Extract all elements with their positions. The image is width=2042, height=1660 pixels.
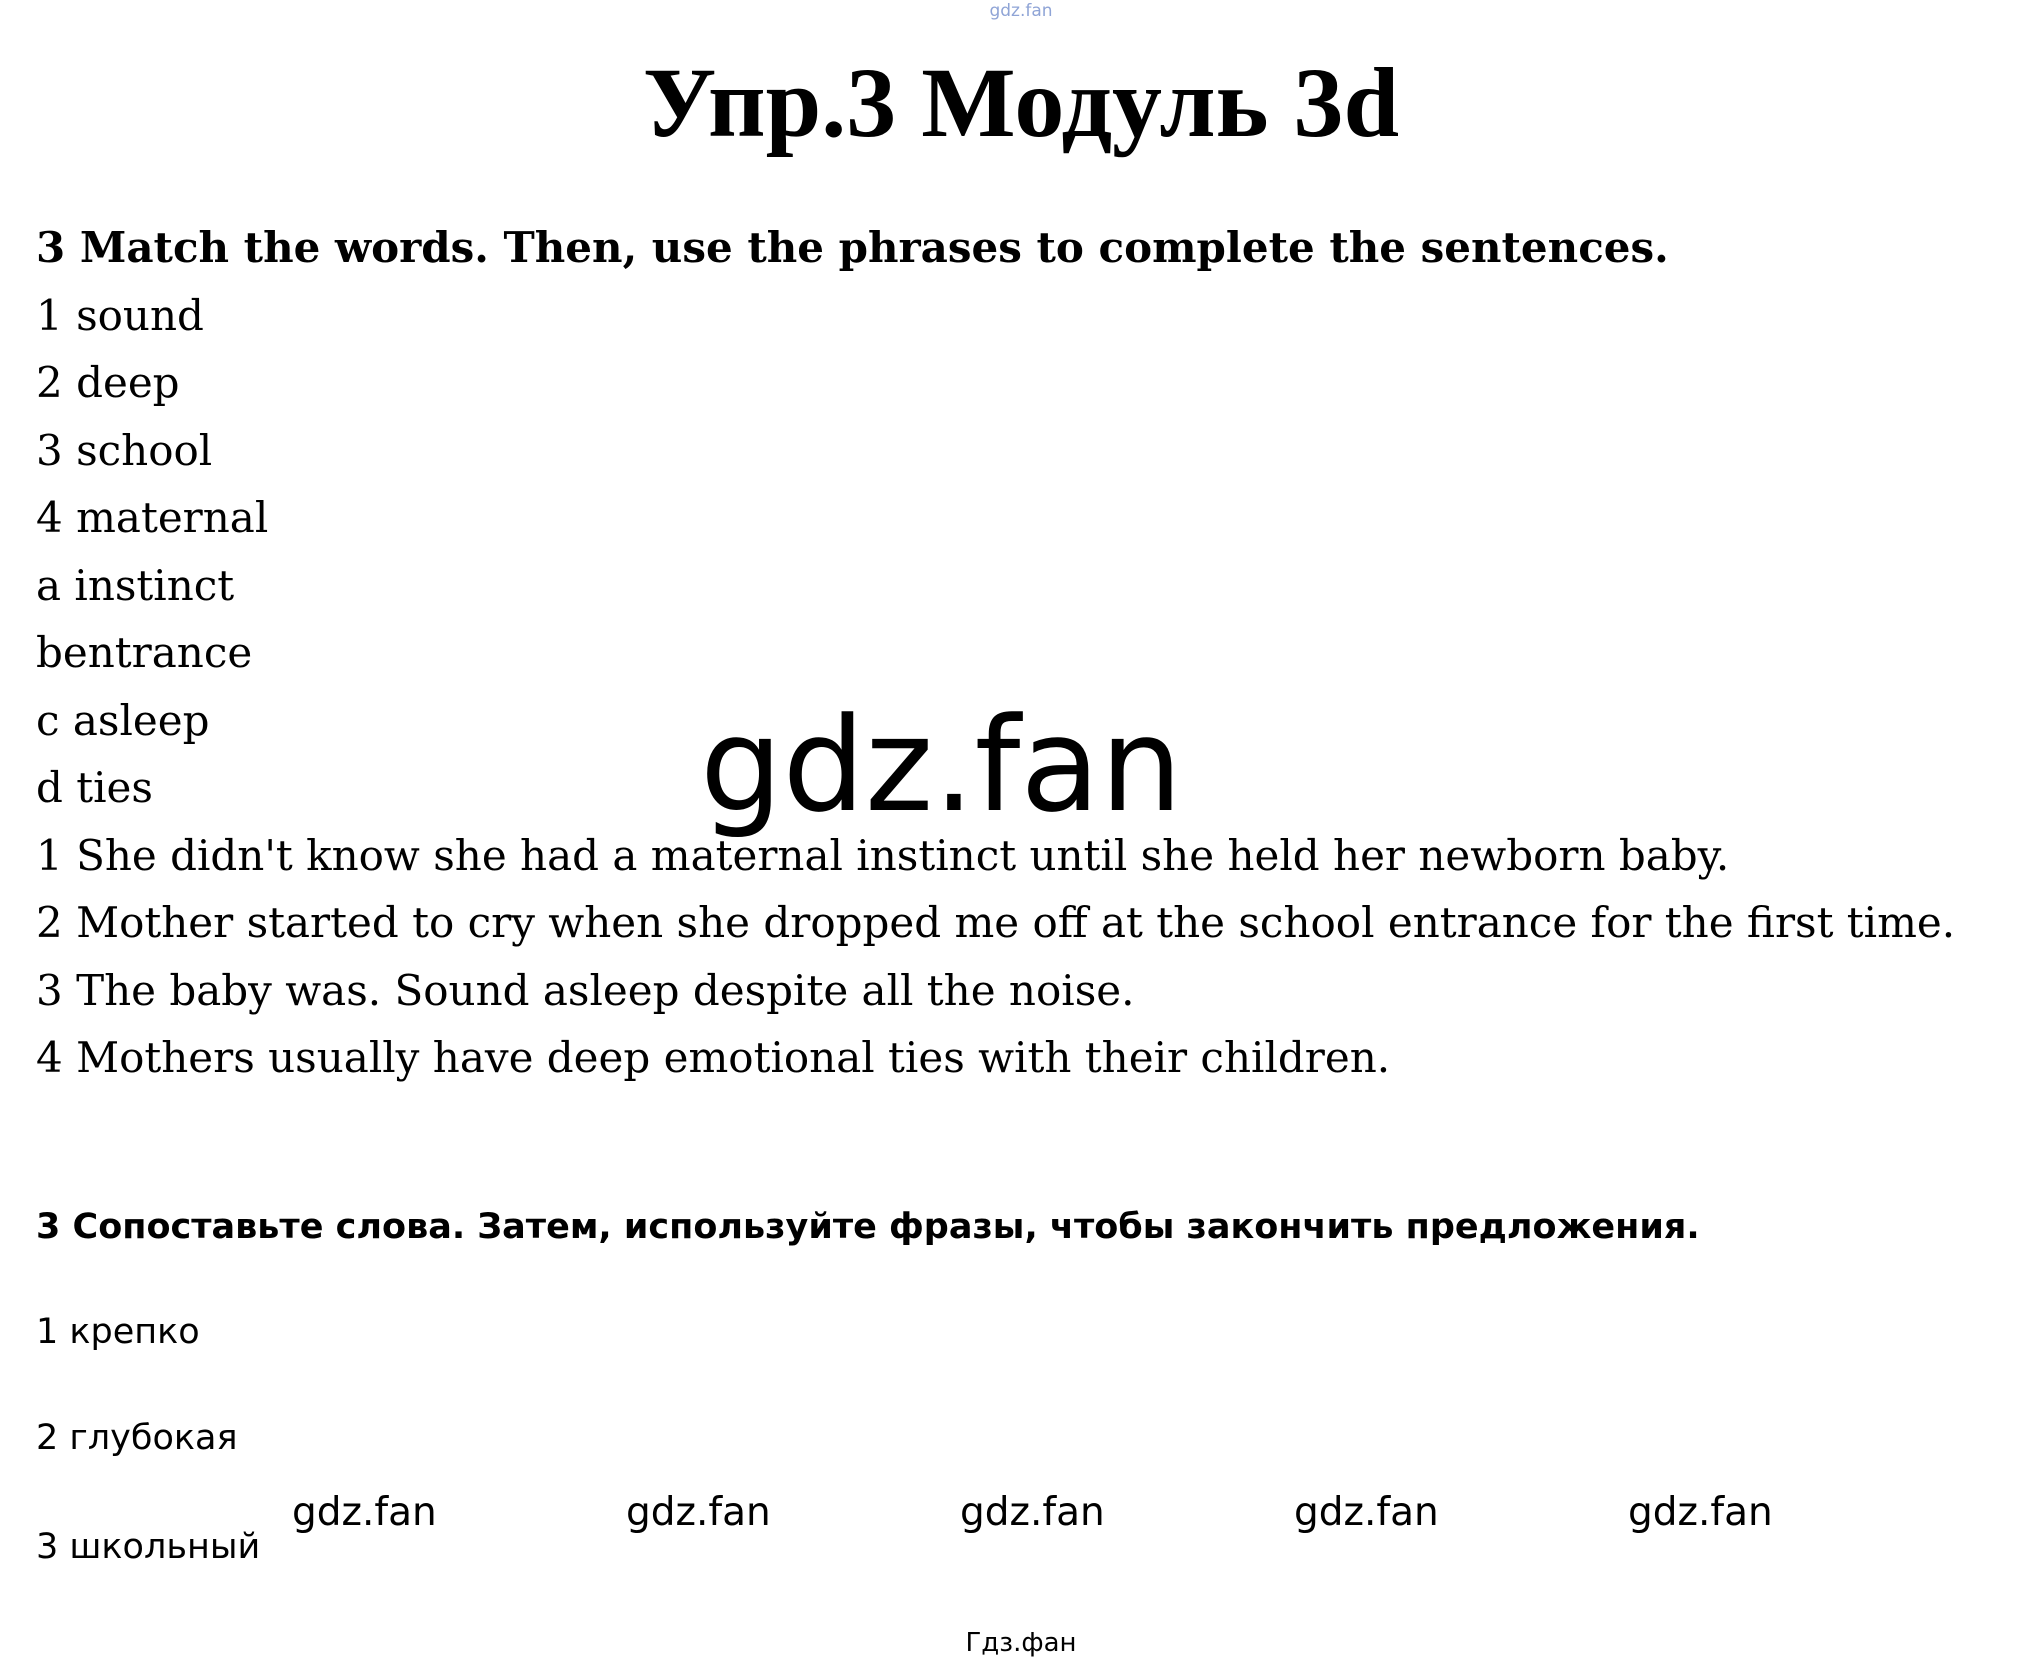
russian-word-item: 1 крепко: [36, 1312, 200, 1352]
russian-word-item: 3 школьный: [36, 1527, 261, 1567]
english-exercise: [36, 214, 1955, 1092]
row-watermark: gdz.fan: [1628, 1490, 1773, 1535]
row-watermark: gdz.fan: [1294, 1490, 1439, 1535]
russian-instruction: 3 Сопоставьте слова. Затем, используйте фразы, чтобы закончить предложения.: [36, 1207, 1700, 1247]
top-watermark: gdz.fan: [989, 1, 1053, 21]
row-watermark: gdz.fan: [626, 1490, 771, 1535]
ending-item: d ties: [36, 763, 153, 812]
sentence-item: 4 Mothers usually have deep emotional ties with their children.: [36, 1033, 1391, 1082]
ending-item: c asleep: [36, 695, 210, 745]
page-title: Упр.3 Модуль 3d: [642, 47, 1400, 158]
row-watermark: gdz.fan: [960, 1490, 1105, 1535]
ending-item: bentrance: [36, 628, 253, 677]
word-item: 2 deep: [36, 358, 180, 407]
row-watermark: gdz.fan: [292, 1490, 437, 1535]
word-item: 4 maternal: [36, 493, 269, 542]
ending-item: a instinct: [36, 560, 235, 610]
sentence-item: 2 Mother started to cry when she dropped me off at the school entrance for the first time.: [36, 898, 1956, 947]
bottom-watermark: Гдз.фан: [965, 1628, 1077, 1658]
russian-word-item: 2 глубокая: [36, 1418, 238, 1458]
sentence-item: 3 The baby was. Sound asleep despite all the noise.: [36, 965, 1135, 1015]
sentence-item: 1 She didn't know she had a maternal instinct until she held her newborn baby.: [36, 830, 1730, 880]
english-instruction: 3 Match the words. Then, use the phrases to complete the sentences.: [36, 223, 1669, 272]
center-watermark: gdz.fan: [700, 689, 1183, 841]
word-item: 3 school: [36, 425, 213, 475]
word-item: 1 sound: [36, 290, 204, 340]
